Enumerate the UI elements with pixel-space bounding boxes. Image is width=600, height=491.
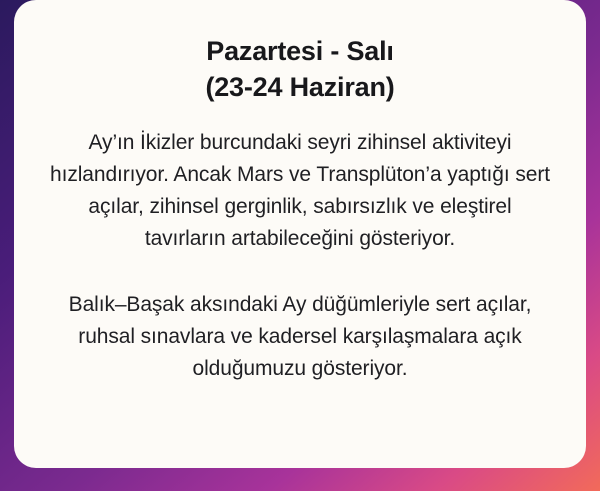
body-paragraph-2: Balık–Başak aksındaki Ay düğümleriyle sert açılar, ruhsal sınavlara ve kadersel karşılaşmalara açık olduğumuzu gösteriyor.	[68, 292, 532, 380]
card-title	[205, 34, 394, 105]
title-line-1: Pazartesi - Salı	[206, 36, 394, 66]
title-line-2: (23-24 Haziran)	[205, 71, 395, 102]
content-card	[14, 0, 586, 468]
body-paragraph-1: Ay’ın İkizler burcundaki seyri zihinsel aktiviteyi hızlandırıyor. Ancak Mars ve Transplüton’a yaptığı sert açılar, zihinsel gerginlik, sabırsızlık ve eleştirel tavırların artabileceğini gösteriyor.	[50, 131, 550, 250]
